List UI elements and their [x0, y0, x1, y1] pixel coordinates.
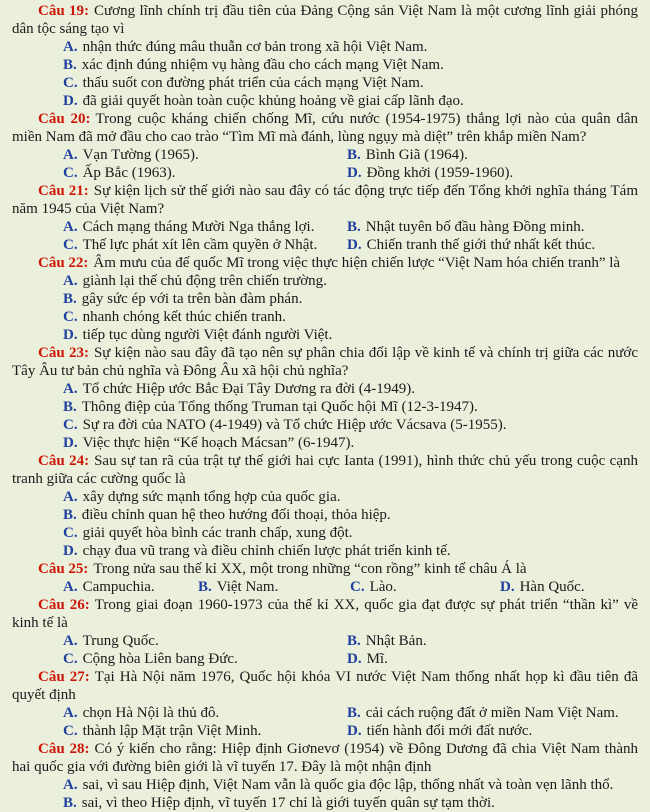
question-text: Có ý kiến cho rằng: Hiệp định Giơnevơ (1954) về Đông Dương đã chia Việt Nam thành hai quốc gia với đường biên giới là vĩ tuyến 17. Đây là một nhận định: [12, 741, 638, 775]
answer-option: [347, 650, 638, 668]
question-paragraph: [12, 344, 638, 380]
question-block: [12, 596, 638, 668]
options: [63, 632, 638, 668]
option-letter: A.: [63, 777, 78, 793]
option-text: Chiến tranh thế giới thứ nhất kết thúc.: [366, 237, 596, 253]
option-text: thành lập Mặt trận Việt Minh.: [82, 723, 262, 739]
question-label: Câu 28:: [38, 741, 90, 757]
option-letter: D.: [63, 327, 78, 343]
option-letter: B.: [63, 57, 77, 73]
question-text: Âm mưu của đế quốc Mĩ trong việc thực hiện chiến lược “Việt Nam hóa chiến tranh” là: [93, 255, 621, 271]
option-letter: B.: [198, 579, 212, 595]
answer-option: [63, 146, 347, 164]
options: [63, 776, 638, 812]
option-letter: A.: [63, 705, 78, 721]
question-paragraph: [12, 668, 638, 704]
answer-option: [347, 218, 638, 236]
option-text: chọn Hà Nội là thủ đô.: [82, 705, 220, 721]
option-letter: C.: [63, 165, 78, 181]
option-letter: D.: [63, 435, 78, 451]
option-letter: A.: [63, 489, 78, 505]
answer-option: [63, 308, 638, 326]
question-text: Tại Hà Nội năm 1976, Quốc hội khóa VI nước Việt Nam thống nhất họp kì đầu tiên đã quyết định: [12, 669, 638, 703]
question-paragraph: [12, 596, 638, 632]
answer-option: [347, 722, 638, 740]
question-text: Trong cuộc kháng chiến chống Mĩ, cứu nước (1954-1975) thắng lợi nào của quân dân miền Nam đã mở đầu cho cao trào “Tìm Mĩ mà đánh, lùng ngụy mà diệt” trên khắp miền Nam?: [12, 111, 638, 145]
option-letter: B.: [347, 705, 361, 721]
option-text: Hàn Quốc.: [519, 579, 585, 595]
option-letter: C.: [63, 651, 78, 667]
answer-option: [347, 146, 638, 164]
option-text: thấu suốt con đường phát triển của cách mạng Việt Nam.: [82, 75, 424, 91]
option-letter: A.: [63, 633, 78, 649]
option-text: Cộng hòa Liên bang Đức.: [82, 651, 238, 667]
option-text: nhanh chóng kết thúc chiến tranh.: [82, 309, 286, 325]
option-text: sai, vì sau Hiệp định, Việt Nam vẫn là quốc gia độc lập, thống nhất và toàn vẹn lãnh thổ.: [82, 777, 614, 793]
option-text: Trung Quốc.: [82, 633, 159, 649]
option-letter: C.: [63, 723, 78, 739]
answer-option: [63, 92, 638, 110]
answer-option: [63, 56, 638, 74]
option-text: xác định đúng nhiệm vụ hàng đầu cho cách mạng Việt Nam.: [81, 57, 444, 73]
question-block: [12, 668, 638, 740]
option-text: Campuchia.: [82, 579, 155, 595]
answer-option: [347, 164, 638, 182]
option-text: Thông điệp của Tổng thống Truman tại Quốc hội Mĩ (12-3-1947).: [81, 399, 478, 415]
option-letter: C.: [63, 417, 78, 433]
option-letter: C.: [350, 579, 365, 595]
option-letter: A.: [63, 39, 78, 55]
option-text: giải quyết hòa bình các tranh chấp, xung đột.: [82, 525, 353, 541]
option-text: Ấp Bắc (1963).: [82, 165, 176, 181]
answer-option: [63, 236, 347, 254]
option-text: sai, vì theo Hiệp định, vĩ tuyến 17 chỉ là giới tuyến quân sự tạm thời.: [81, 795, 495, 811]
answer-option: [63, 704, 347, 722]
answer-option: [350, 578, 500, 596]
options: [63, 38, 638, 110]
question-label: Câu 22:: [38, 255, 89, 271]
option-text: Thế lực phát xít lên cầm quyền ở Nhật.: [82, 237, 318, 253]
question-label: Câu 21:: [38, 183, 89, 199]
answer-option: [63, 38, 638, 56]
question-block: [12, 254, 638, 344]
option-text: Nhật Bản.: [365, 633, 427, 649]
answer-option: [500, 578, 638, 596]
option-text: Tổ chức Hiệp ước Bắc Đại Tây Dương ra đời (4-1949).: [82, 381, 415, 397]
options: [63, 272, 638, 344]
option-text: tiến hành đổi mới đất nước.: [366, 723, 533, 739]
options: [63, 146, 638, 182]
answer-option: [63, 578, 198, 596]
question-block: [12, 560, 638, 596]
question-text: Sự kiện nào sau đây đã tạo nên sự phân chia đối lập về kinh tế và chính trị giữa các nước Tây Âu tư bản chủ nghĩa và Đông Âu xã hội chủ nghĩa?: [12, 345, 638, 379]
option-letter: A.: [63, 273, 78, 289]
option-letter: C.: [63, 237, 78, 253]
question-text: Trong giai đoạn 1960-1973 của thế kỉ XX, quốc gia đạt được sự phát triển “thần kì” về kinh tế là: [12, 597, 638, 631]
option-letter: D.: [347, 165, 362, 181]
option-text: chạy đua vũ trang và điều chỉnh chiến lược phát triển kinh tế.: [82, 543, 451, 559]
option-text: Bình Giã (1964).: [365, 147, 468, 163]
option-letter: D.: [63, 543, 78, 559]
question-block: [12, 2, 638, 110]
answer-option: [63, 164, 347, 182]
answer-option: [347, 236, 638, 254]
option-text: Việt Nam.: [216, 579, 279, 595]
option-text: xây dựng sức mạnh tổng hợp của quốc gia.: [82, 489, 341, 505]
question-block: [12, 110, 638, 182]
option-letter: D.: [500, 579, 515, 595]
option-letter: B.: [63, 795, 77, 811]
question-text: Sau sự tan rã của trật tự thế giới hai cực Ianta (1991), hình thức chủ yếu trong cuộc cạnh tranh giữa các cường quốc là: [12, 453, 638, 487]
option-letter: C.: [63, 525, 78, 541]
option-letter: D.: [347, 237, 362, 253]
option-text: Nhật tuyên bố đầu hàng Đồng minh.: [365, 219, 585, 235]
option-text: Lào.: [369, 579, 397, 595]
answer-option: [63, 506, 638, 524]
option-text: đã giải quyết hoàn toàn cuộc khủng hoảng về giai cấp lãnh đạo.: [82, 93, 464, 109]
option-text: Mĩ.: [366, 651, 388, 667]
question-paragraph: [12, 182, 638, 218]
option-text: cải cách ruộng đất ở miền Nam Việt Nam.: [365, 705, 619, 721]
answer-option: [63, 632, 347, 650]
answer-option: [63, 434, 638, 452]
option-letter: B.: [63, 507, 77, 523]
question-paragraph: [12, 560, 638, 578]
answer-option: [63, 398, 638, 416]
option-text: nhận thức đúng mâu thuẫn cơ bản trong xã hội Việt Nam.: [82, 39, 428, 55]
answer-option: [63, 416, 638, 434]
answer-option: [347, 632, 638, 650]
option-text: gây sức ép với ta trên bàn đàm phán.: [81, 291, 303, 307]
question-label: Câu 27:: [38, 669, 90, 685]
option-letter: B.: [63, 291, 77, 307]
option-text: giành lại thế chủ động trên chiến trường.: [82, 273, 327, 289]
question-text: Sự kiện lịch sử thế giới nào sau đây có tác động trực tiếp đến Tổng khởi nghĩa tháng Tám năm 1945 của Việt Nam?: [12, 183, 639, 217]
answer-option: [63, 722, 347, 740]
option-letter: D.: [63, 93, 78, 109]
option-text: Việc thực hiện “Kế hoạch Mácsan” (6-1947).: [82, 435, 355, 451]
option-text: Đồng khởi (1959-1960).: [366, 165, 514, 181]
question-paragraph: [12, 740, 638, 776]
answer-option: [63, 488, 638, 506]
options: [63, 488, 638, 560]
options: [63, 380, 638, 452]
option-text: điều chỉnh quan hệ theo hướng đối thoại, thỏa hiệp.: [81, 507, 391, 523]
answer-option: [63, 794, 638, 812]
question-label: Câu 23:: [38, 345, 89, 361]
question-text: Trong nửa sau thế kỉ XX, một trong những “con rồng” kinh tế châu Á là: [93, 561, 527, 577]
answer-option: [63, 326, 638, 344]
answer-option: [63, 218, 347, 236]
question-paragraph: [12, 254, 638, 272]
option-letter: B.: [347, 219, 361, 235]
question-paragraph: [12, 2, 638, 38]
option-letter: D.: [347, 651, 362, 667]
option-letter: A.: [63, 219, 78, 235]
question-block: [12, 182, 638, 254]
option-letter: A.: [63, 147, 78, 163]
option-letter: D.: [347, 723, 362, 739]
question-label: Câu 24:: [38, 453, 90, 469]
option-letter: B.: [347, 147, 361, 163]
option-letter: C.: [63, 309, 78, 325]
answer-option: [63, 272, 638, 290]
answer-option: [63, 380, 638, 398]
question-text: Cương lĩnh chính trị đầu tiên của Đảng Cộng sản Việt Nam là một cương lĩnh giải phóng dân tộc sáng tạo vì: [12, 3, 638, 37]
options: [63, 578, 638, 596]
option-letter: C.: [63, 75, 78, 91]
question-label: Câu 25:: [38, 561, 89, 577]
option-letter: B.: [347, 633, 361, 649]
answer-option: [63, 524, 638, 542]
option-text: tiếp tục dùng người Việt đánh người Việt.: [82, 327, 333, 343]
question-label: Câu 20:: [38, 111, 91, 127]
answer-option: [63, 74, 638, 92]
question-paragraph: [12, 452, 638, 488]
question-block: [12, 344, 638, 452]
question-label: Câu 19:: [38, 3, 90, 19]
options: [63, 218, 638, 254]
option-letter: A.: [63, 579, 78, 595]
question-paragraph: [12, 110, 638, 146]
answer-option: [198, 578, 350, 596]
question-label: Câu 26:: [38, 597, 90, 613]
question-block: [12, 740, 638, 812]
answer-option: [63, 650, 347, 668]
question-block: [12, 452, 638, 560]
answer-option: [63, 542, 638, 560]
option-letter: A.: [63, 381, 78, 397]
answer-option: [63, 776, 638, 794]
option-text: Sự ra đời của NATO (4-1949) và Tổ chức Hiệp ước Vácsava (5-1955).: [82, 417, 507, 433]
options: [63, 704, 638, 740]
option-letter: B.: [63, 399, 77, 415]
option-text: Cách mạng tháng Mười Nga thắng lợi.: [82, 219, 315, 235]
answer-option: [63, 290, 638, 308]
option-text: Vạn Tường (1965).: [82, 147, 199, 163]
answer-option: [347, 704, 638, 722]
